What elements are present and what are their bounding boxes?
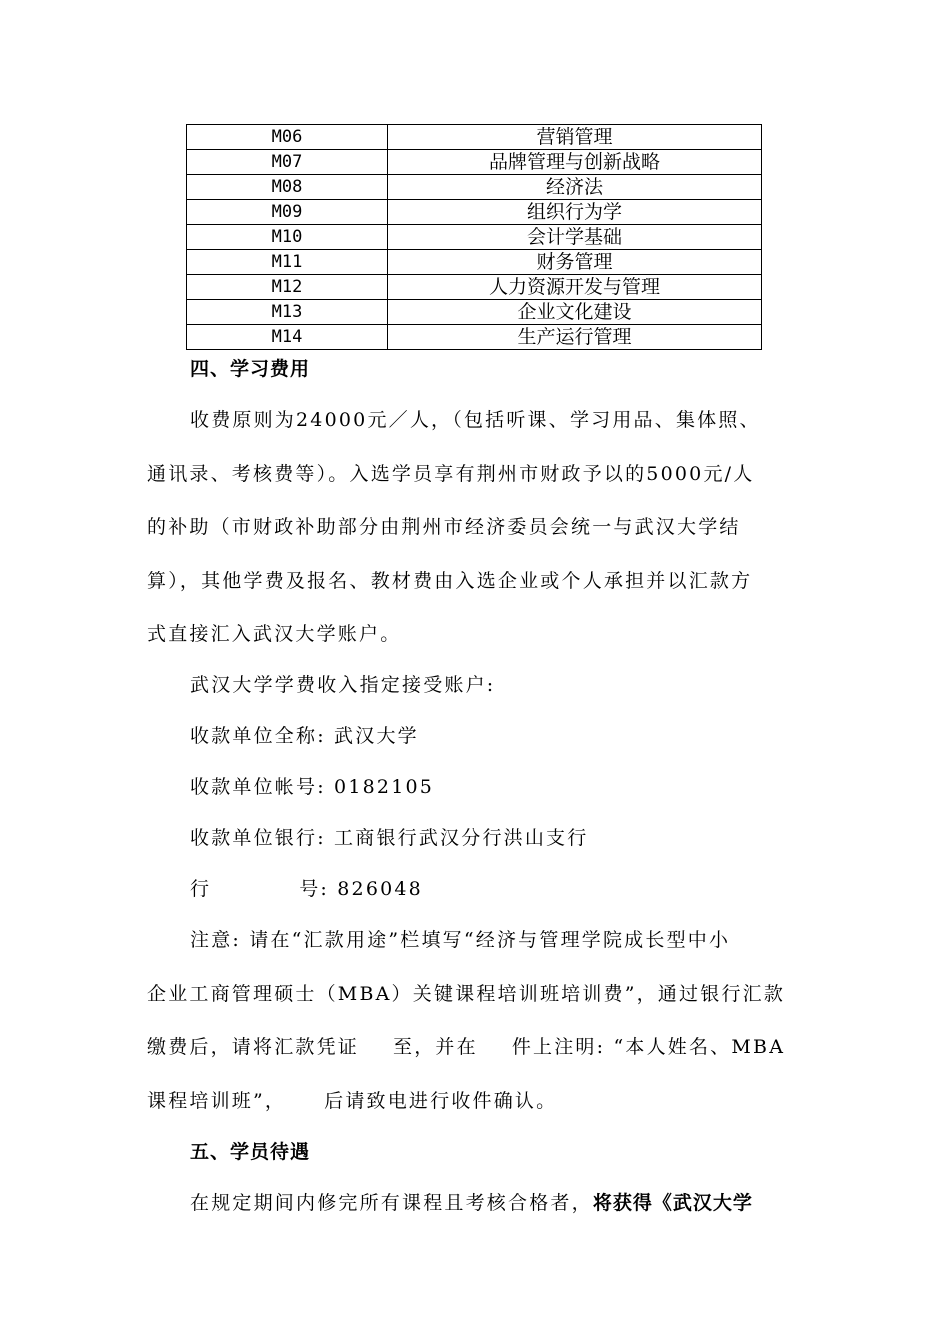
note-line: [147, 1087, 807, 1115]
note-fragment: 缴费后，请将汇款凭证: [147, 1036, 360, 1058]
payee-bank: 收款单位银行: 工商银行武汉分行洪山支行: [190, 827, 589, 849]
course-row: [187, 200, 762, 225]
note-line: [147, 1033, 807, 1061]
course-name: 人力资源开发与管理: [388, 275, 762, 300]
section-heading-benefits: 五、学员待遇: [190, 1141, 311, 1163]
course-code: M10: [187, 225, 388, 250]
course-code: M07: [187, 150, 388, 175]
bank-number: [190, 875, 810, 903]
note-line: 企业工商管理硕士（MBA）关键课程培训班培训费”，通过银行汇款: [147, 983, 786, 1005]
course-name: 品牌管理与创新战略: [388, 150, 762, 175]
course-name: 企业文化建设: [388, 300, 762, 325]
course-code: M14: [187, 325, 388, 350]
course-name: 生产运行管理: [388, 325, 762, 350]
course-row: [187, 125, 762, 150]
note-fragment: 后请致电进行收件确认。: [324, 1090, 558, 1112]
course-code: M08: [187, 175, 388, 200]
payee-account: 收款单位帐号: 0182105: [190, 776, 435, 798]
note-line: 注意: 请在“汇款用途”栏填写“经济与管理学院成长型中小: [190, 929, 731, 951]
fee-paragraph-line: 的补助（市财政补助部分由荆州市经济委员会统一与武汉大学结: [147, 516, 741, 538]
course-row: [187, 150, 762, 175]
course-code: M11: [187, 250, 388, 275]
fee-paragraph-line: 通讯录、考核费等）。入选学员享有荆州市财政予以的5000元/人: [147, 463, 755, 485]
course-row: [187, 225, 762, 250]
benefits-line: [190, 1189, 810, 1217]
benefits-bold-text: 将获得《武汉大学: [592, 1192, 753, 1214]
fee-paragraph-line: 式直接汇入武汉大学账户。: [147, 623, 402, 645]
course-name: 营销管理: [388, 125, 762, 150]
fee-paragraph-line: 算），其他学费及报名、教材费由入选企业或个人承担并以汇款方: [147, 570, 753, 592]
course-code: M13: [187, 300, 388, 325]
course-row: [187, 300, 762, 325]
course-row: [187, 325, 762, 350]
section-heading-fees: 四、学习费用: [190, 358, 311, 380]
course-name: 组织行为学: [388, 200, 762, 225]
account-intro: 武汉大学学费收入指定接受账户:: [190, 674, 496, 696]
fee-paragraph-line: 收费原则为24000元／人，（包括听课、学习用品、集体照、: [190, 409, 761, 431]
payee-name: 收款单位全称: 武汉大学: [190, 725, 419, 747]
course-name: 财务管理: [388, 250, 762, 275]
course-row: [187, 175, 762, 200]
course-row: [187, 275, 762, 300]
course-table: [186, 124, 762, 350]
course-code: M06: [187, 125, 388, 150]
note-fragment: 课程培训班”，: [147, 1090, 287, 1112]
course-row: [187, 250, 762, 275]
note-fragment: 至，并在: [393, 1036, 478, 1058]
course-name: 经济法: [388, 175, 762, 200]
bank-number-label-b: 号: 826048: [299, 878, 423, 900]
course-name: 会计学基础: [388, 225, 762, 250]
note-fragment: 件上注明: “本人姓名、MBA: [511, 1036, 786, 1058]
course-code: M12: [187, 275, 388, 300]
course-code: M09: [187, 200, 388, 225]
benefits-text: 在规定期间内修完所有课程且考核合格者，: [190, 1192, 593, 1214]
bank-number-label-a: 行: [190, 878, 212, 900]
